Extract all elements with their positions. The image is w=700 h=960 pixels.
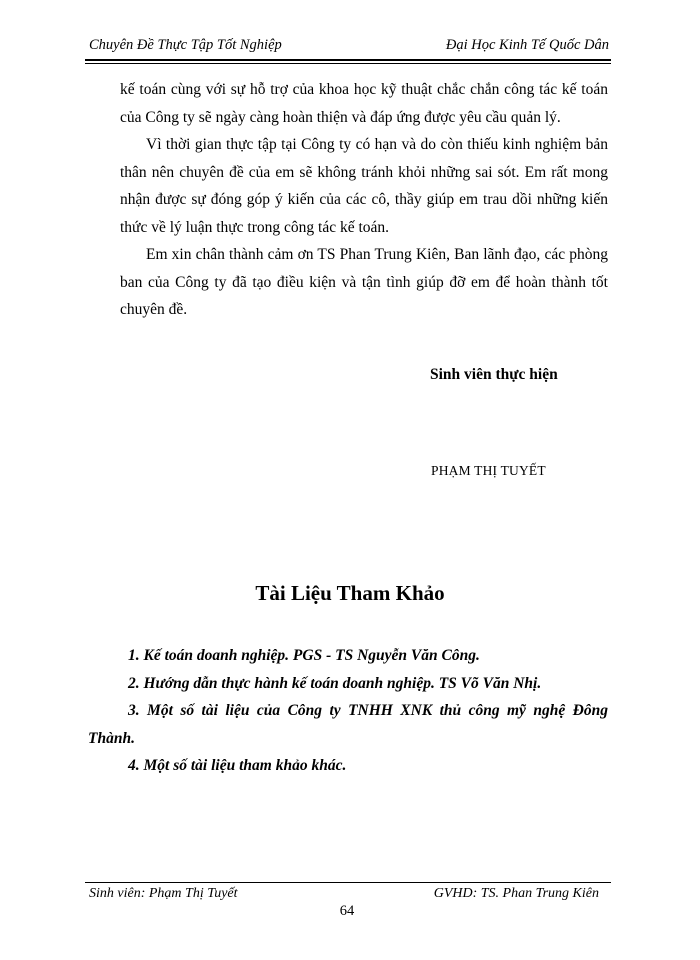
body-paragraph-2: Vì thời gian thực tập tại Công ty có hạn và do còn thiếu kinh nghiệm bản thân nên chuyên đề của em sẽ không tránh khỏi những sai sót. Em rất mong nhận được sự đóng góp ý kiến của các cô, thầy giúp em trau dồi những kiến thức về lý luận thực trong công tác kế toán. xyxy=(120,136,608,236)
page-footer xyxy=(89,886,599,902)
signature-name: PHẠM THỊ TUYẾT xyxy=(431,463,546,478)
reference-item: 4. Một số tài liệu tham khảo khác. xyxy=(128,757,347,774)
page-number: 64 xyxy=(339,903,355,919)
page-header xyxy=(89,37,609,54)
footer-student: Sinh viên: Phạm Thị Tuyết xyxy=(89,886,238,901)
footer-advisor: GVHD: TS. Phan Trung Kiên xyxy=(433,886,599,901)
signature-role: Sinh viên thực hiện xyxy=(430,366,558,383)
reference-item: 2. Hướng dẫn thực hành kế toán doanh nghiệp. TS Võ Văn Nhị. xyxy=(128,674,542,692)
references-title: Tài Liệu Tham Khảo xyxy=(255,581,445,605)
header-left-title: Chuyên Đề Thực Tập Tốt Nghiệp xyxy=(89,37,282,53)
references-list xyxy=(88,642,608,780)
body-paragraph-1: kế toán cùng với sự hỗ trợ của khoa học kỹ thuật chắc chắn công tác kế toán của Công ty sẽ ngày càng hoàn thiện và đáp ứng được yêu cầu quản lý. xyxy=(120,81,608,126)
header-right-title: Đại Học Kinh Tế Quốc Dân xyxy=(445,37,609,53)
footer-rule xyxy=(85,882,611,883)
reference-item: 3. Một số tài liệu của Công ty TNHH XNK thủ công mỹ nghệ Đông Thành. xyxy=(88,702,608,747)
reference-item: 1. Kế toán doanh nghiệp. PGS - TS Nguyễn Văn Công. xyxy=(128,647,480,664)
header-rule-thick xyxy=(85,59,611,61)
header-rule-thin xyxy=(85,63,611,64)
body-paragraph-3: Em xin chân thành cảm ơn TS Phan Trung Kiên, Ban lãnh đạo, các phòng ban của Công ty đã tạo điều kiện và tận tình giúp đỡ em để hoàn thành tốt chuyên đề. xyxy=(120,246,608,318)
body-text xyxy=(120,76,608,324)
